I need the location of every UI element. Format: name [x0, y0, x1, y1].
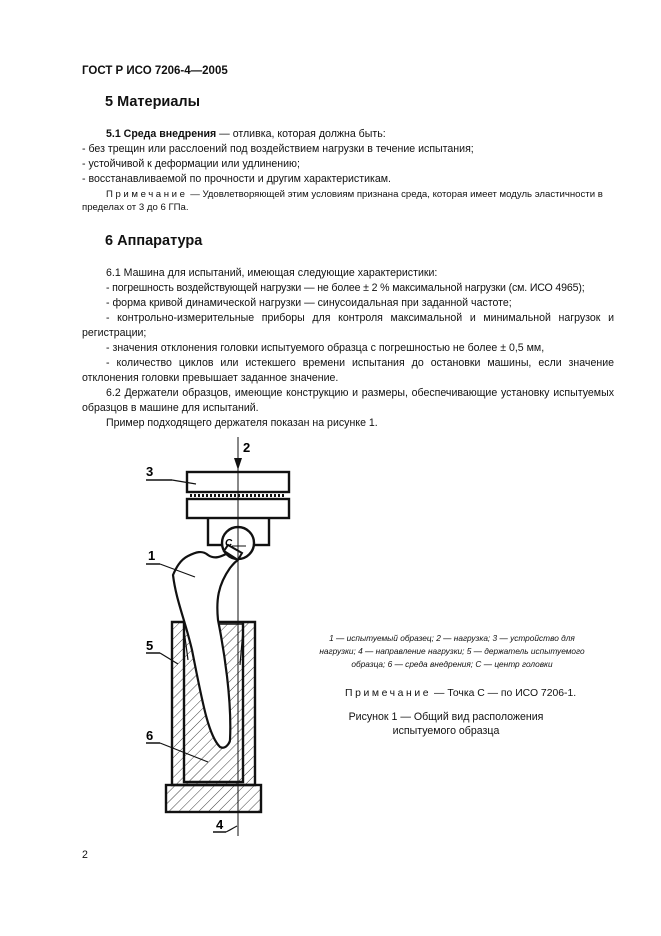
document-header: ГОСТ Р ИСО 7206-4—2005	[82, 65, 228, 77]
term: 5.1 Среда внедрения	[106, 128, 217, 140]
list-item: - значения отклонения головки испытуемого образца с погрешностью не более ± 0,5 мм,	[106, 342, 545, 354]
note-label: Примечание	[345, 688, 432, 699]
holder-base	[166, 785, 261, 812]
list-item: - погрешность воздействующей нагрузки — не более ± 2 % максимальной нагрузки (см. ИСО 4965);	[106, 282, 585, 294]
label-1: 1	[148, 548, 156, 563]
figure-legend: 1 — испытуемый образец; 2 — нагрузка; 3 — устройство для нагрузки; 4 — направление нагрузки; 5 — держатель испытуемого образца; 6 — среда внедрения; C — центр головки	[319, 633, 585, 669]
paragraph: Пример подходящего держателя показан на рисунке 1.	[106, 417, 378, 429]
label-3: 3	[146, 464, 154, 479]
term-definition: — отливка, которая должна быть:	[216, 128, 386, 140]
section-5-title: 5 Материалы	[105, 94, 201, 110]
label-c: C	[225, 538, 233, 549]
list-item: - устойчивой к деформации или удлинению;	[82, 158, 300, 170]
paragraph: 6.1 Машина для испытаний, имеющая следующие характеристики:	[106, 267, 438, 279]
list-item: - форма кривой динамической нагрузки — синусоидальная при заданной частоте;	[106, 297, 512, 309]
arrow-down-icon	[234, 458, 242, 470]
label-4: 4	[216, 817, 224, 832]
section-6-title: 6 Аппаратура	[105, 233, 203, 249]
label-2: 2	[243, 440, 251, 455]
list-item: - без трещин или расслоений под воздействием нагрузки в течение испытания;	[82, 143, 474, 155]
figure-note	[345, 687, 576, 700]
note-text: — Точка C — по ИСО 7206-1.	[431, 688, 577, 699]
note-label: Примечание	[106, 189, 188, 200]
list-item: - восстанавливаемой по прочности и другим характеристикам.	[82, 173, 391, 185]
paragraph: 6.2 Держатели образцов, имеющие конструкцию и размеры, обеспечивающие установку испытуемых образцов в машине для испытаний.	[82, 387, 614, 414]
note-text: — Удовлетворяющей этим условиям признана среда, которая имеет модуль эластичности в пределах от 3 до 6 ГПа.	[82, 189, 603, 213]
label-5: 5	[146, 638, 154, 653]
page-number: 2	[82, 849, 88, 861]
list-item: - контрольно-измерительные приборы для контроля максимальной и минимальной нагрузок и регистрации;	[82, 312, 614, 339]
list-item: - количество циклов или истекшего времени испытания до остановки машины, если значение отклонения головки превышает заданное значение.	[82, 357, 614, 384]
label-6: 6	[146, 728, 154, 743]
figure-caption: Рисунок 1 — Общий вид расположения испытуемого образца	[348, 711, 544, 737]
